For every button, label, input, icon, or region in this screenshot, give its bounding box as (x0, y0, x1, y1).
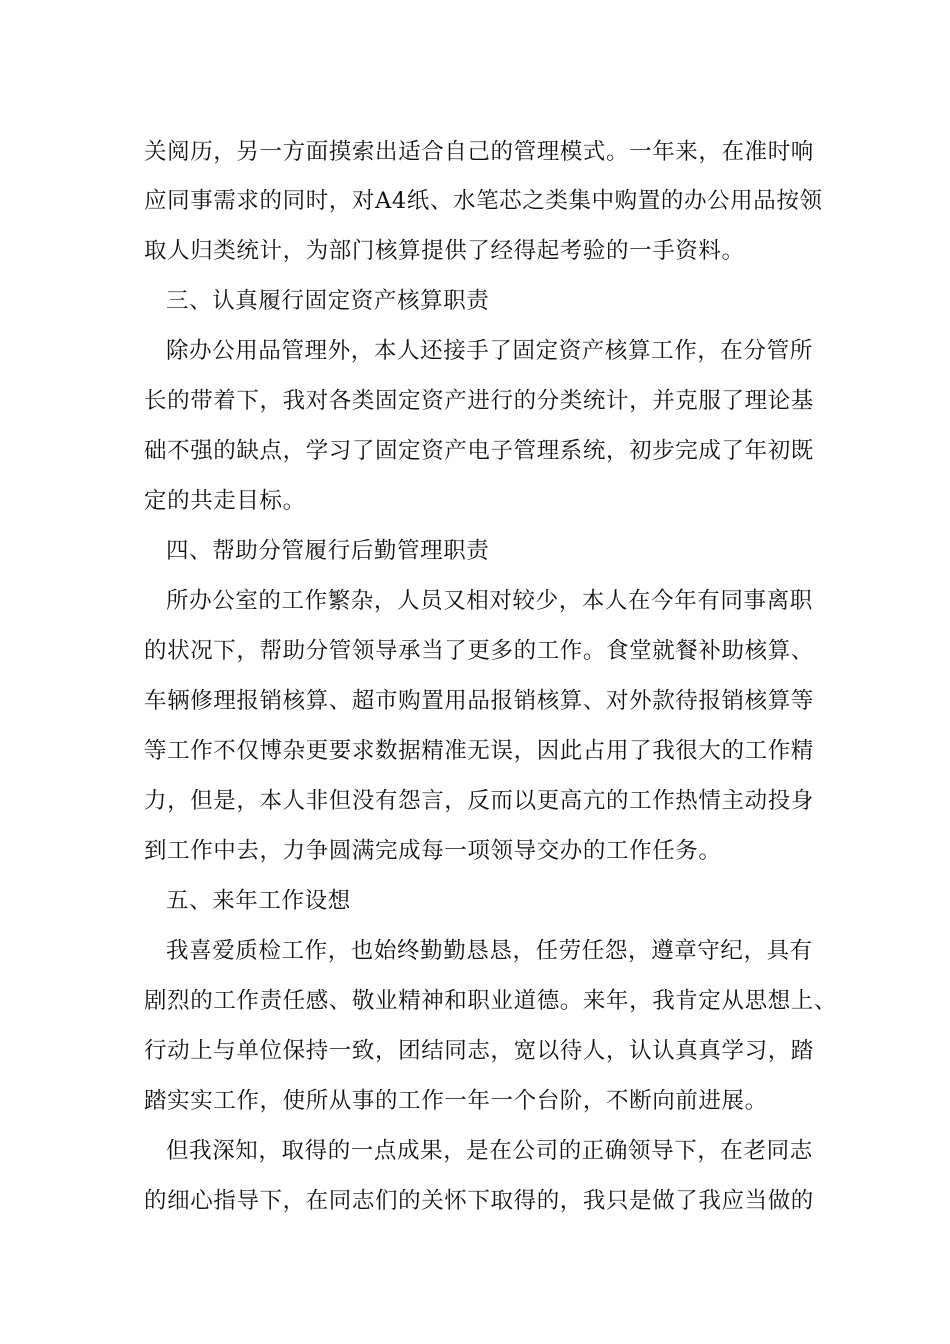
body-text-line: 踏实实工作，使所从事的工作一年一个台阶，不断向前进展。 (144, 1088, 768, 1114)
body-text-line: 关阅历，另一方面摸索出适合自己的管理模式。一年来，在准时响 (144, 139, 814, 165)
paragraph-first-line: 但我深知，取得的一点成果，是在公司的正确领导下，在老同志 (166, 1138, 813, 1164)
section-heading-3: 三、认真履行固定资产核算职责 (166, 288, 490, 314)
body-text-line: 的细心指导下，在同志们的关怀下取得的，我只是做了我应当做的 (144, 1188, 814, 1214)
body-text-line: 取人归类统计，为部门核算提供了经得起考验的一手资料。 (144, 238, 745, 264)
body-text-line: 定的共走目标。 (144, 488, 306, 514)
body-text-line: 剧烈的工作责任感、敬业精神和职业道德。来年，我肯定从思想上、 (144, 988, 838, 1014)
paragraph-first-line: 我喜爱质检工作，也始终勤勤恳恳，任劳任怨，遵章守纪，具有 (166, 938, 813, 964)
section-heading-4: 四、帮助分管履行后勤管理职责 (166, 538, 490, 564)
paragraph-first-line: 所办公室的工作繁杂，人员又相对较少，本人在今年有同事离职 (166, 588, 813, 614)
body-text-line: 长的带着下，我对各类固定资产进行的分类统计，并克服了理论基 (144, 388, 814, 414)
body-text-line: 等工作不仅博杂更要求数据精准无误，因此占用了我很大的工作精 (144, 738, 814, 764)
body-text-line: 车辆修理报销核算、超市购置用品报销核算、对外款待报销核算等 (144, 688, 814, 714)
body-text-line: 的状况下，帮助分管领导承当了更多的工作。食堂就餐补助核算、 (144, 638, 814, 664)
body-text-line: 础不强的缺点，学习了固定资产电子管理系统，初步完成了年初既 (144, 438, 814, 464)
body-text-line: 行动上与单位保持一致，团结同志，宽以待人，认认真真学习，踏 (144, 1038, 814, 1064)
paragraph-first-line: 除办公用品管理外，本人还接手了固定资产核算工作，在分管所 (166, 338, 813, 364)
body-text-line: 力，但是，本人非但没有怨言，反而以更高亢的工作热情主动投身 (144, 788, 814, 814)
body-text-line: 到工作中去，力争圆满完成每一项领导交办的工作任务。 (144, 838, 722, 864)
body-text-line: 应同事需求的同时，对A4纸、水笔芯之类集中购置的办公用品按领 (144, 188, 823, 214)
section-heading-5: 五、来年工作设想 (166, 888, 351, 914)
